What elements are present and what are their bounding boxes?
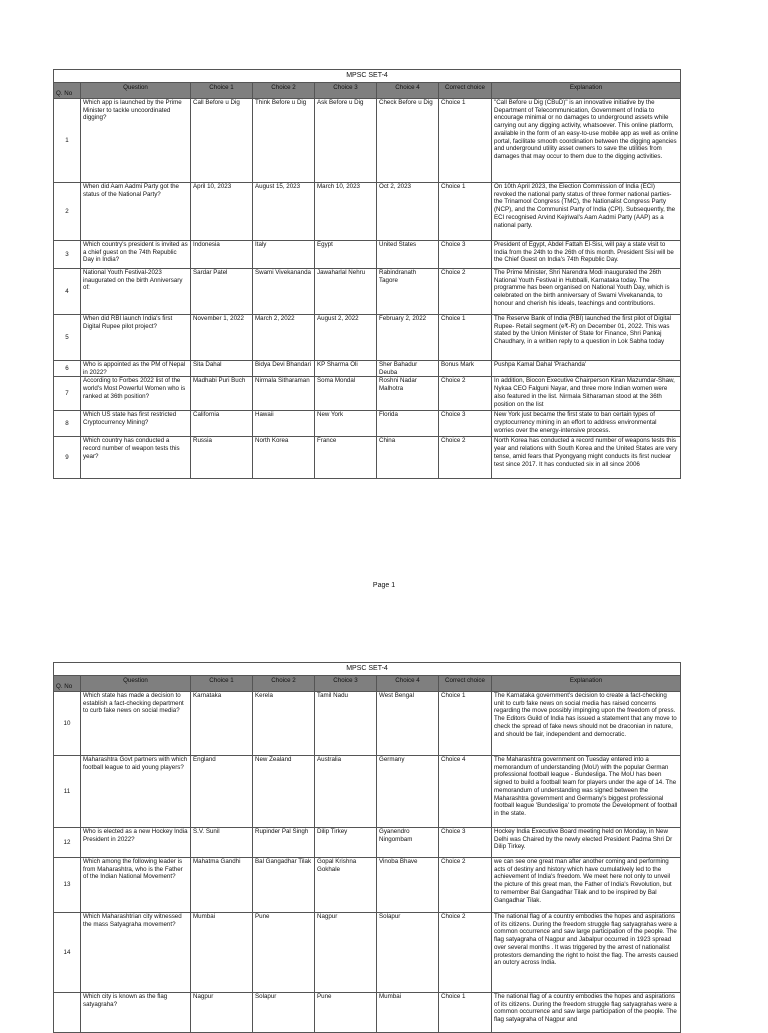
- explanation: President of Egypt, Abdel Fattah El-Sisi, will pay a state visit to India from the 24th to the 26th of this month. President Sisi will be the Chief Guest on India's 74th Republic Day.: [492, 241, 681, 269]
- question-text: National Youth Festival-2023 inaugurated on the birth Anniversary of:: [81, 269, 191, 315]
- explanation: "Call Before u Dig (CBuD)" is an innovative initiative by the Department of Telecommunication, Government of India to encourage minimal or no damages to underground assets while carrying out any digging activity, whatsoever. This online platform, available in the form of an easy-to-use mobile app as well as online portal, facilitate smooth coordination between the digging agencies and underground utility asset owners to save the utilities from damages that may occur to them due to the digging activities.: [492, 99, 681, 183]
- choice-4: Vinoba Bhave: [377, 858, 439, 913]
- correct-choice: Choice 3: [439, 241, 492, 269]
- table-row: [54, 756, 681, 828]
- explanation: The Karnataka government's decision to create a fact-checking unit to curb fake news on social media has raised concerns regarding the move possibly impinging upon the freedom of press. The Editors Guild of India has issued a statement that any move to check the spread of fake news should not be draconian in nature, and should be fair, independent and democratic.: [492, 692, 681, 756]
- column-header: Choice 1: [191, 83, 253, 99]
- choice-1: Mahatma Gandhi: [191, 858, 253, 913]
- table-row: [54, 437, 681, 479]
- question-text: Maharashtra Govt partners with which football league to aid young players?: [81, 756, 191, 828]
- question-text: Which among the following leader is from Maharashtra, who is the Father of the Indian National Movement?: [81, 858, 191, 913]
- column-header: Choice 2: [253, 676, 315, 692]
- question-number: 5: [54, 315, 81, 361]
- question-text: Which US state has first restricted Cryptocurrency Mining?: [81, 411, 191, 437]
- choice-3: August 2, 2022: [315, 315, 377, 361]
- choice-2: New Zealand: [253, 756, 315, 828]
- choice-3: Australia: [315, 756, 377, 828]
- correct-choice: Choice 4: [439, 756, 492, 828]
- question-number: 7: [54, 377, 81, 411]
- table-row: [54, 692, 681, 756]
- correct-choice: Choice 3: [439, 828, 492, 858]
- choice-1: April 10, 2023: [191, 183, 253, 241]
- correct-choice: Choice 3: [439, 411, 492, 437]
- choice-4: China: [377, 437, 439, 479]
- choice-1: Madhabi Puri Buch: [191, 377, 253, 411]
- column-header: Q. No: [54, 676, 81, 692]
- choice-2: Solapur: [253, 993, 315, 1033]
- table-row: [54, 828, 681, 858]
- explanation: The Reserve Bank of India (RBI) launched the first pilot of Digital Rupee- Retail segment (e₹-R) on December 01, 2022. This was stated by the Union Minister of State for Finance, Shri Pankaj Chaudhary, in a written reply to a question in Lok Sabha today: [492, 315, 681, 361]
- choice-3: Jawaharlal Nehru: [315, 269, 377, 315]
- choice-1: England: [191, 756, 253, 828]
- choice-4: Gyanendro Ningombam: [377, 828, 439, 858]
- correct-choice: Choice 2: [439, 437, 492, 479]
- choice-2: Kerela: [253, 692, 315, 756]
- correct-choice: Bonus Mark: [439, 361, 492, 377]
- choice-4: Sher Bahadur Deuba: [377, 361, 439, 377]
- choice-3: Dilip Tirkey: [315, 828, 377, 858]
- choice-3: Nagpur: [315, 913, 377, 993]
- column-header: Correct choice: [439, 83, 492, 99]
- correct-choice: Choice 1: [439, 993, 492, 1033]
- column-header: Question: [81, 83, 191, 99]
- table-row: [54, 269, 681, 315]
- choice-1: Mumbai: [191, 913, 253, 993]
- choice-1: Indonesia: [191, 241, 253, 269]
- explanation: Hockey India Executive Board meeting held on Monday, in New Delhi was Chaired by the newly elected President Padma Shri Dr Dilip Tirkey.: [492, 828, 681, 858]
- choice-3: March 10, 2023: [315, 183, 377, 241]
- table-row: [54, 913, 681, 993]
- column-header: Question: [81, 676, 191, 692]
- explanation: we can see one great man after another coming and performing acts of destiny and history which have cumulatively led to the achievement of India's freedom. We meet here not only to unveil the picture of this great man, the Father of India's Revolution, but to remember Bal Gangadhar Tilak and to be inspired by Bal Gangadhar Tilak.: [492, 858, 681, 913]
- column-header: Explanation: [492, 83, 681, 99]
- column-header: Choice 3: [315, 83, 377, 99]
- choice-4: February 2, 2022: [377, 315, 439, 361]
- choice-4: Florida: [377, 411, 439, 437]
- choice-1: Call Before u Dig: [191, 99, 253, 183]
- question-table-page-2: [53, 662, 681, 1033]
- choice-4: Oct 2, 2023: [377, 183, 439, 241]
- choice-2: Hawaii: [253, 411, 315, 437]
- question-text: According to Forbes 2022 list of the world's Most Powerful Women who is ranked at 36th position?: [81, 377, 191, 411]
- question-text: When did RBI launch India's first Digital Rupee pilot project?: [81, 315, 191, 361]
- choice-3: Gopal Krishna Gokhale: [315, 858, 377, 913]
- choice-1: November 1, 2022: [191, 315, 253, 361]
- column-header: Choice 4: [377, 676, 439, 692]
- table-row: [54, 183, 681, 241]
- question-text: Who is elected as a new Hockey India President in 2022?: [81, 828, 191, 858]
- question-text: Which Maharashtrian city witnessed the mass Satyagraha movement?: [81, 913, 191, 993]
- table-row: [54, 361, 681, 377]
- choice-4: Germany: [377, 756, 439, 828]
- question-number: 9: [54, 437, 81, 479]
- question-text: Which city is known as the flag satyagraha?: [81, 993, 191, 1033]
- choice-3: Soma Mondal: [315, 377, 377, 411]
- question-number: 13: [54, 858, 81, 913]
- choice-3: Pune: [315, 993, 377, 1033]
- question-table-page-1: [53, 69, 681, 479]
- choice-3: Egypt: [315, 241, 377, 269]
- choice-4: Check Before u Dig: [377, 99, 439, 183]
- choice-2: Bal Gangadhar Tilak: [253, 858, 315, 913]
- question-text: Which country has conducted a record number of weapon tests this year?: [81, 437, 191, 479]
- table-row: [54, 99, 681, 183]
- explanation: On 10th April 2023, the Election Commission of India (ECI) revoked the national party status of three former national parties- the Trinamool Congress (TMC), the Nationalist Congress Party (NCP), and the Communist Party of India (CPI). Subsequently, the ECI recognised Arvind Kejriwal's Aam Aadmi Party (AAP) as a national party.: [492, 183, 681, 241]
- explanation: Pushpa Kamal Dahal 'Prachanda': [492, 361, 681, 377]
- choice-1: Nagpur: [191, 993, 253, 1033]
- choice-4: Solapur: [377, 913, 439, 993]
- column-header: Correct choice: [439, 676, 492, 692]
- sheet-title: MPSC SET-4: [54, 70, 681, 83]
- explanation: North Korea has conducted a record number of weapons tests this year and relations with South Korea and the United States are very tense, amid fears that Pyongyang might conducts its first nuclear test since 2017. It has conducted six in all since 2006: [492, 437, 681, 479]
- question-text: Which state has made a decision to establish a fact-checking department to curb fake news on social media?: [81, 692, 191, 756]
- table-row: [54, 993, 681, 1033]
- page-label: Page 1: [372, 582, 396, 589]
- question-text: Which country's president is invited as a chief guest on the 74th Republic Day in India?: [81, 241, 191, 269]
- column-header: Choice 2: [253, 83, 315, 99]
- correct-choice: Choice 1: [439, 692, 492, 756]
- question-number: 14: [54, 913, 81, 993]
- question-number: 6: [54, 361, 81, 377]
- column-header: Q. No: [54, 83, 81, 99]
- choice-1: Sardar Patel: [191, 269, 253, 315]
- choice-3: KP Sharma Oli: [315, 361, 377, 377]
- table-row: [54, 411, 681, 437]
- question-number: 3: [54, 241, 81, 269]
- choice-4: Mumbai: [377, 993, 439, 1033]
- choice-1: Sita Dahal: [191, 361, 253, 377]
- column-header: Explanation: [492, 676, 681, 692]
- table-row: [54, 241, 681, 269]
- sheet-title: MPSC SET-4: [54, 663, 681, 676]
- explanation: New York just became the first state to ban certain types of cryptocurrency mining in an effort to address environmental worries over the energy-intensive process.: [492, 411, 681, 437]
- question-number: 11: [54, 756, 81, 828]
- choice-2: Italy: [253, 241, 315, 269]
- question-text: Who is appointed as the PM of Nepal in 2022?: [81, 361, 191, 377]
- choice-4: Rabindranath Tagore: [377, 269, 439, 315]
- choice-4: Roshni Nadar Malhotra: [377, 377, 439, 411]
- choice-2: Bidya Devi Bhandari: [253, 361, 315, 377]
- question-number: 2: [54, 183, 81, 241]
- choice-3: Tamil Nadu: [315, 692, 377, 756]
- choice-2: Nirmala Sitharaman: [253, 377, 315, 411]
- correct-choice: Choice 1: [439, 183, 492, 241]
- question-number: 10: [54, 692, 81, 756]
- table-row: [54, 315, 681, 361]
- choice-3: Ask Before u Dig: [315, 99, 377, 183]
- explanation: The Prime Minister, Shri Narendra Modi inaugurated the 26th National Youth Festival in Hubballi, Karnataka today. The programme has been organised on National Youth Day, which is celebrated on the birth anniversary of Swami Vivekananda, to honour and cherish his ideals, teachings and contributions.: [492, 269, 681, 315]
- question-number: 12: [54, 828, 81, 858]
- correct-choice: Choice 2: [439, 913, 492, 993]
- column-header: Choice 1: [191, 676, 253, 692]
- choice-2: March 2, 2022: [253, 315, 315, 361]
- correct-choice: Choice 2: [439, 269, 492, 315]
- question-number: 8: [54, 411, 81, 437]
- explanation: In addition, Biocon Executive Chairperson Kiran Mazumdar-Shaw, Nykaa CEO Falguni Nayar, and three more Indian women were also featured in the list. Nirmala Sitharaman stood at the 36th position on the list: [492, 377, 681, 411]
- choice-1: Karnataka: [191, 692, 253, 756]
- correct-choice: Choice 2: [439, 377, 492, 411]
- choice-1: California: [191, 411, 253, 437]
- choice-4: West Bengal: [377, 692, 439, 756]
- correct-choice: Choice 2: [439, 858, 492, 913]
- correct-choice: Choice 1: [439, 315, 492, 361]
- question-number: 1: [54, 99, 81, 183]
- question-text: When did Aam Aadmi Party got the status of the National Party?: [81, 183, 191, 241]
- question-text: Which app is launched by the Prime Minister to tackle uncoordinated digging?: [81, 99, 191, 183]
- question-number: 4: [54, 269, 81, 315]
- explanation: The national flag of a country embodies the hopes and aspirations of its citizens. During the freedom struggle flag satyagrahas were a common occurrence and saw large participation of the people. The flag satyagraha of Nagpur and: [492, 993, 681, 1033]
- column-header: Choice 3: [315, 676, 377, 692]
- question-number: [54, 993, 81, 1033]
- choice-3: France: [315, 437, 377, 479]
- choice-1: S.V. Sunil: [191, 828, 253, 858]
- table-row: [54, 858, 681, 913]
- choice-2: Swami Vivekananda: [253, 269, 315, 315]
- table-row: [54, 377, 681, 411]
- choice-2: North Korea: [253, 437, 315, 479]
- choice-1: Russia: [191, 437, 253, 479]
- column-header: Choice 4: [377, 83, 439, 99]
- choice-2: Rupinder Pal Singh: [253, 828, 315, 858]
- choice-4: United States: [377, 241, 439, 269]
- correct-choice: Choice 1: [439, 99, 492, 183]
- choice-2: Pune: [253, 913, 315, 993]
- explanation: The Maharashtra government on Tuesday entered into a memorandum of understanding (MoU) with the popular German professional football league - Bundesliga. The MoU has been signed to build a football team for players under the age of 14. The memorandum of understanding was signed between the Maharashtra government and Germany's biggest professional football league 'Bundesliga' to promote the Development of football in the state.: [492, 756, 681, 828]
- choice-2: August 15, 2023: [253, 183, 315, 241]
- explanation: The national flag of a country embodies the hopes and aspirations of its citizens. During the freedom struggle flag satyagrahas were a common occurrence and saw large participation of the people. The flag satyagraha of Nagpur and Jabalpur occurred in 1923 spread over several months . It was triggered by the arrest of nationalist protestors demanding the right to hoist the flag. The arrests caused an outcry across India.: [492, 913, 681, 993]
- choice-3: New York: [315, 411, 377, 437]
- choice-2: Think Before u Dig: [253, 99, 315, 183]
